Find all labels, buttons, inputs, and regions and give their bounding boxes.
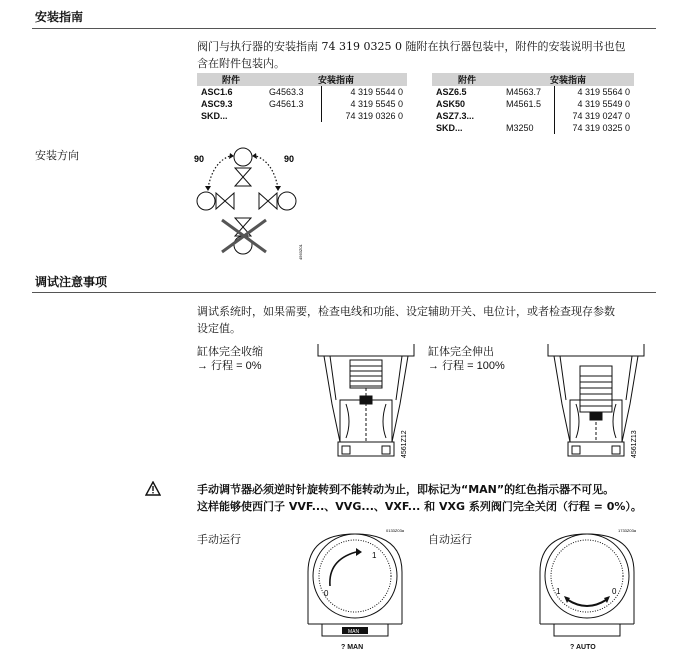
- table-header: 安装指南: [265, 73, 407, 86]
- table-header: 附件: [197, 73, 265, 86]
- knob-mark-zero: 0: [612, 587, 617, 596]
- manual-knob-diagram: [300, 524, 410, 646]
- table-row: [197, 110, 407, 122]
- table-cell: 4 319 5564 0: [554, 86, 634, 98]
- table-cell: SKD...: [436, 123, 463, 133]
- extended-label: [428, 344, 505, 374]
- table-row: [197, 86, 407, 98]
- commissioning-paragraph: [197, 303, 667, 337]
- auto-knob-diagram: [532, 524, 642, 646]
- table-cell: ASC1.6: [201, 87, 233, 97]
- table-cell: M3250: [506, 123, 534, 133]
- paragraph-line: 设定值。: [197, 322, 241, 335]
- table-cell: 4 319 5544 0: [321, 86, 407, 98]
- knob-mark-one: 1: [556, 587, 561, 596]
- angle-label: 90: [284, 154, 295, 164]
- table-row: [432, 110, 634, 122]
- table-cell: [265, 110, 321, 122]
- installation-paragraph: [197, 38, 667, 72]
- table-cell: M4561.5: [506, 99, 542, 109]
- table-cell: ASC9.3: [201, 99, 233, 109]
- knob-mark-one: 1: [372, 551, 377, 560]
- figure-code: 4561Z12: [401, 430, 408, 458]
- table-cell: [502, 110, 554, 122]
- paragraph-line: 调试系统时，如果需要，检查电线和功能、设定辅助开关、电位计，或者检查现存参数: [197, 305, 615, 318]
- section-title-commissioning: 调试注意事项: [35, 275, 108, 289]
- table-cell: ASZ7.3...: [436, 111, 475, 121]
- figure-code: 0133Z03a: [386, 528, 405, 533]
- table-cell: M4563.7: [506, 87, 542, 97]
- orientation-label: 安装方向: [35, 149, 79, 162]
- paragraph-line: 阀门与执行器的安装指南 74 319 0325 0 随附在执行器包装中，附件的安装说明书也包: [197, 40, 626, 53]
- auto-caption: ? AUTO: [570, 644, 596, 651]
- table-header: 安装指南: [502, 73, 634, 86]
- table-row: [432, 98, 634, 110]
- angle-label: 90: [194, 154, 205, 164]
- table-cell: SKD...: [201, 111, 228, 121]
- accessory-table-left: [197, 73, 407, 122]
- figure-code: 1733Z03a: [618, 528, 637, 533]
- table-header: 附件: [432, 73, 502, 86]
- table-cell: 4 319 5545 0: [321, 98, 407, 110]
- warning-icon: [145, 481, 161, 496]
- table-row: [432, 86, 634, 98]
- table-cell: ASK50: [436, 99, 466, 109]
- section-divider: [32, 292, 656, 293]
- knob-mark-zero: 0: [324, 589, 329, 598]
- retracted-label: [197, 344, 263, 374]
- label-line: 缸体完全收缩: [197, 345, 263, 358]
- table-cell: 74 319 0247 0: [554, 110, 634, 122]
- actuator-extended-diagram: [546, 342, 646, 462]
- man-badge: MAN: [348, 629, 360, 635]
- automatic-operation-label: 自动运行: [428, 533, 472, 546]
- table-cell: G4563.3: [269, 87, 304, 97]
- figure-code: 4563Z01: [298, 244, 303, 260]
- label-line: → 行程 = 0%: [197, 360, 262, 372]
- table-cell: G4561.3: [269, 99, 304, 109]
- man-caption: ? MAN: [341, 644, 364, 651]
- table-row: [197, 98, 407, 110]
- warning-text: [197, 481, 667, 515]
- mounting-orientation-diagram: [188, 140, 313, 265]
- figure-code: 4561Z13: [631, 430, 638, 458]
- paragraph-line: 含在附件包装内。: [197, 57, 285, 70]
- accessory-table-right: [432, 73, 634, 134]
- table-row: [432, 122, 634, 134]
- section-title-installation: 安装指南: [35, 10, 84, 24]
- table-cell: 74 319 0326 0: [321, 110, 407, 122]
- actuator-retracted-diagram: [316, 342, 416, 462]
- warning-line: 手动调节器必须逆时针旋转到不能转动为止，即标记为“MAN”的红色指示器不可见。: [197, 483, 615, 496]
- table-cell: 74 319 0325 0: [554, 122, 634, 134]
- label-line: → 行程 = 100%: [428, 360, 505, 372]
- table-cell: ASZ6.5: [436, 87, 467, 97]
- section-divider: [32, 28, 656, 29]
- manual-operation-label: 手动运行: [197, 533, 241, 546]
- warning-line: 这样能够使西门子 VVF...、VVG...、VXF... 和 VXG 系列阀门完全关闭（行程 = 0%）。: [197, 500, 642, 513]
- table-cell: 4 319 5549 0: [554, 98, 634, 110]
- label-line: 缸体完全伸出: [428, 345, 494, 358]
